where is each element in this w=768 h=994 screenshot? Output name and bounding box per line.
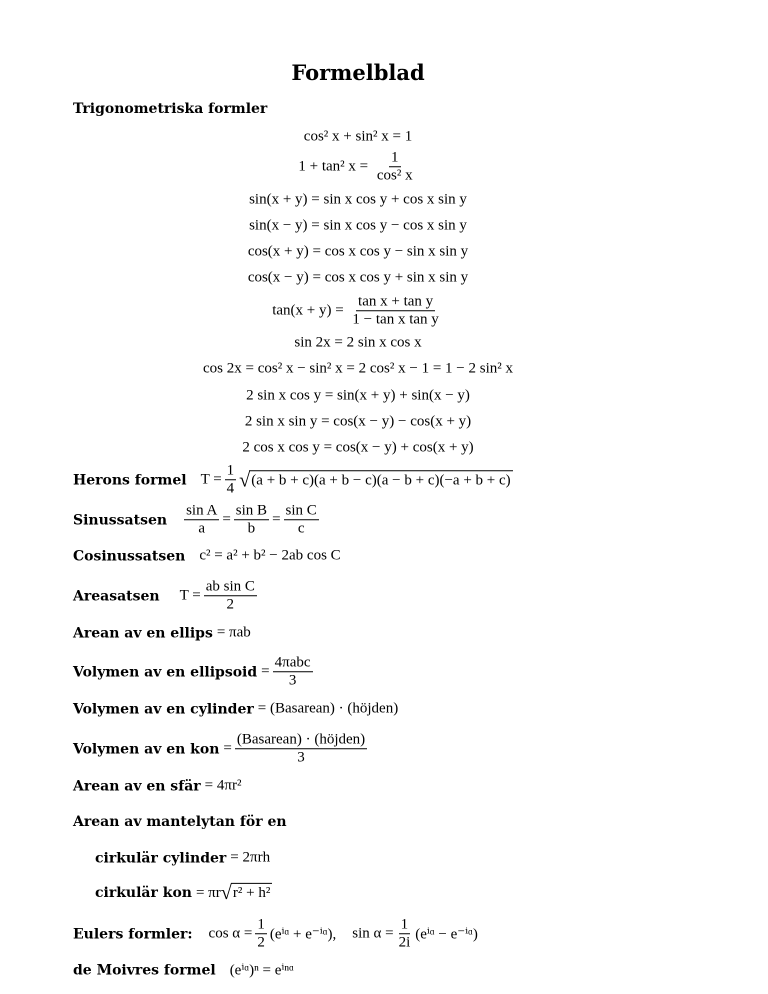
radical-sign: √: [220, 881, 232, 904]
fraction-denominator: b: [247, 520, 256, 537]
equals-sign: =: [223, 740, 232, 757]
law-of-sines-label: Sinussatsen: [73, 512, 168, 528]
herons-radicand: (a + b + c)(a + b − c)(a − b + c)(−a + b + c): [249, 470, 512, 490]
euler-formulas-label: Eulers formler:: [73, 926, 193, 942]
ellipse-area-label: Arean av en ellips: [73, 625, 213, 641]
section-heading-trigonometry: Trigonometriska formler: [73, 101, 268, 117]
fraction-numerator: sin C: [284, 502, 319, 520]
fraction-denominator: 1 − tan x tan y: [352, 311, 439, 328]
ellipse-area-row: [73, 625, 251, 642]
de-moivre-label: de Moivres formel: [73, 962, 216, 978]
tan-identity-lhs: 1 + tan² x =: [298, 158, 369, 175]
area-theorem-row: [73, 578, 260, 614]
tan-sum-lhs: tan(x + y) =: [272, 302, 344, 319]
de-moivre-formula: (eⁱᵅ)ⁿ = eⁱⁿᵅ: [229, 962, 294, 979]
ellipsoid-volume-label: Volymen av en ellipsoid: [73, 664, 258, 680]
cylinder-lateral-area-row: [95, 850, 270, 867]
fraction-numerator: 1: [399, 916, 411, 934]
cone-lateral-radicand: r² + h²: [231, 883, 272, 903]
pythagorean-identity: cos² x + sin² x = 1: [303, 128, 413, 145]
page-title: Formelblad: [291, 60, 425, 85]
tan-identity-fraction: [375, 149, 415, 185]
equals-sign: =: [272, 511, 281, 528]
law-of-cosines-formula: c² = a² + b² − 2ab cos C: [199, 547, 341, 564]
euler-sin-rhs: (eⁱᵅ − e⁻ⁱᵅ): [415, 926, 478, 943]
cone-volume-row: [73, 731, 370, 767]
fraction-numerator: 4πabc: [273, 654, 313, 672]
fraction-denominator: cos² x: [376, 167, 413, 184]
product-cos-cos: 2 cos x cos y = cos(x − y) + cos(x + y): [242, 439, 474, 456]
ellipse-area-formula: = πab: [216, 624, 251, 641]
law-of-sines-fraction-b: [234, 502, 269, 538]
euler-formulas-row: [73, 916, 478, 952]
de-moivre-row: [73, 961, 294, 980]
law-of-sines-row: [73, 502, 322, 538]
cos-double-angle: cos 2x = cos² x − sin² x = 2 cos² x − 1 = 1 − 2 sin² x: [203, 360, 513, 377]
herons-formula-row: [73, 462, 513, 498]
law-of-sines-fraction-a: [184, 502, 219, 538]
lateral-area-heading: Arean av mantelytan för en: [73, 814, 287, 830]
sphere-area-formula: = 4πr²: [204, 777, 242, 794]
fraction-denominator: 2i: [398, 934, 411, 951]
herons-formula-lhs: T =: [200, 471, 222, 488]
area-theorem-lhs: T =: [179, 587, 201, 604]
sin-sum-formula: sin(x + y) = sin x cos y + cos x sin y: [249, 191, 467, 208]
cone-lateral-area-row: [95, 883, 272, 903]
cone-lateral-area-root: [221, 883, 273, 903]
cone-lateral-area-label: cirkulär kon: [95, 885, 192, 901]
ellipsoid-volume-row: [73, 654, 316, 690]
cone-volume-label: Volymen av en kon: [73, 741, 220, 757]
herons-formula-fraction: [225, 462, 237, 498]
sin-double-angle: sin 2x = 2 sin x cos x: [294, 334, 422, 351]
fraction-denominator: 2: [226, 596, 235, 613]
sphere-area-row: [73, 778, 241, 795]
cone-lateral-area-prefix: = πr: [195, 884, 221, 901]
fraction-denominator: 3: [288, 672, 297, 689]
tan-sum-fraction: [350, 293, 440, 329]
sphere-area-label: Arean av en sfär: [73, 778, 201, 794]
law-of-cosines-row: [73, 548, 341, 565]
cos-difference-formula: cos(x − y) = cos x cos y + sin x sin y: [247, 269, 469, 286]
cylinder-volume-formula: = (Basarean) · (höjden): [257, 700, 399, 717]
tan-sum-formula: [0, 293, 716, 329]
fraction-denominator: 2: [257, 934, 265, 951]
fraction-numerator: (Basarean) · (höjden): [235, 731, 367, 749]
cos-sum-formula: cos(x + y) = cos x cos y − sin x sin y: [247, 243, 469, 260]
fraction-denominator: 4: [226, 480, 235, 497]
equals-sign: =: [222, 511, 231, 528]
herons-formula-label: Herons formel: [73, 472, 187, 488]
cylinder-lateral-area-label: cirkulär cylinder: [95, 850, 227, 866]
fraction-denominator: c: [297, 520, 305, 537]
area-theorem-fraction: [204, 578, 257, 614]
cylinder-volume-label: Volymen av en cylinder: [73, 701, 254, 717]
herons-formula-root: [239, 470, 512, 490]
fraction-numerator: ab sin C: [204, 578, 257, 596]
cylinder-volume-row: [73, 701, 398, 718]
fraction-denominator: 3: [297, 749, 305, 766]
euler-sin-fraction: [397, 916, 413, 952]
fraction-numerator: 1: [389, 149, 401, 167]
cone-volume-fraction: [235, 731, 367, 767]
lateral-area-heading-row: [73, 814, 287, 830]
radical-sign: √: [239, 468, 251, 491]
fraction-numerator: sin A: [184, 502, 219, 520]
law-of-sines-fraction-c: [284, 502, 319, 538]
euler-sin-lhs: sin α =: [352, 925, 394, 942]
product-sin-cos: 2 sin x cos y = sin(x + y) + sin(x − y): [246, 387, 470, 404]
ellipsoid-volume-fraction: [273, 654, 313, 690]
tan-identity: [0, 149, 716, 185]
fraction-numerator: 1: [225, 462, 237, 480]
cylinder-lateral-area-formula: = 2πrh: [230, 849, 271, 866]
euler-cos-fraction: [255, 916, 267, 952]
fraction-numerator: sin B: [234, 502, 269, 520]
euler-cos-lhs: cos α =: [208, 925, 253, 942]
sin-difference-formula: sin(x − y) = sin x cos y − cos x sin y: [249, 217, 467, 234]
fraction-numerator: 1: [255, 916, 267, 934]
law-of-cosines-label: Cosinussatsen: [73, 548, 186, 564]
euler-cos-rhs: (eⁱᵅ + e⁻ⁱᵅ),: [269, 926, 337, 943]
product-sin-sin: 2 sin x sin y = cos(x − y) − cos(x + y): [244, 413, 472, 430]
fraction-denominator: a: [198, 520, 206, 537]
equals-sign: =: [261, 663, 270, 680]
fraction-numerator: tan x + tan y: [356, 293, 435, 311]
area-theorem-label: Areasatsen: [73, 588, 160, 604]
